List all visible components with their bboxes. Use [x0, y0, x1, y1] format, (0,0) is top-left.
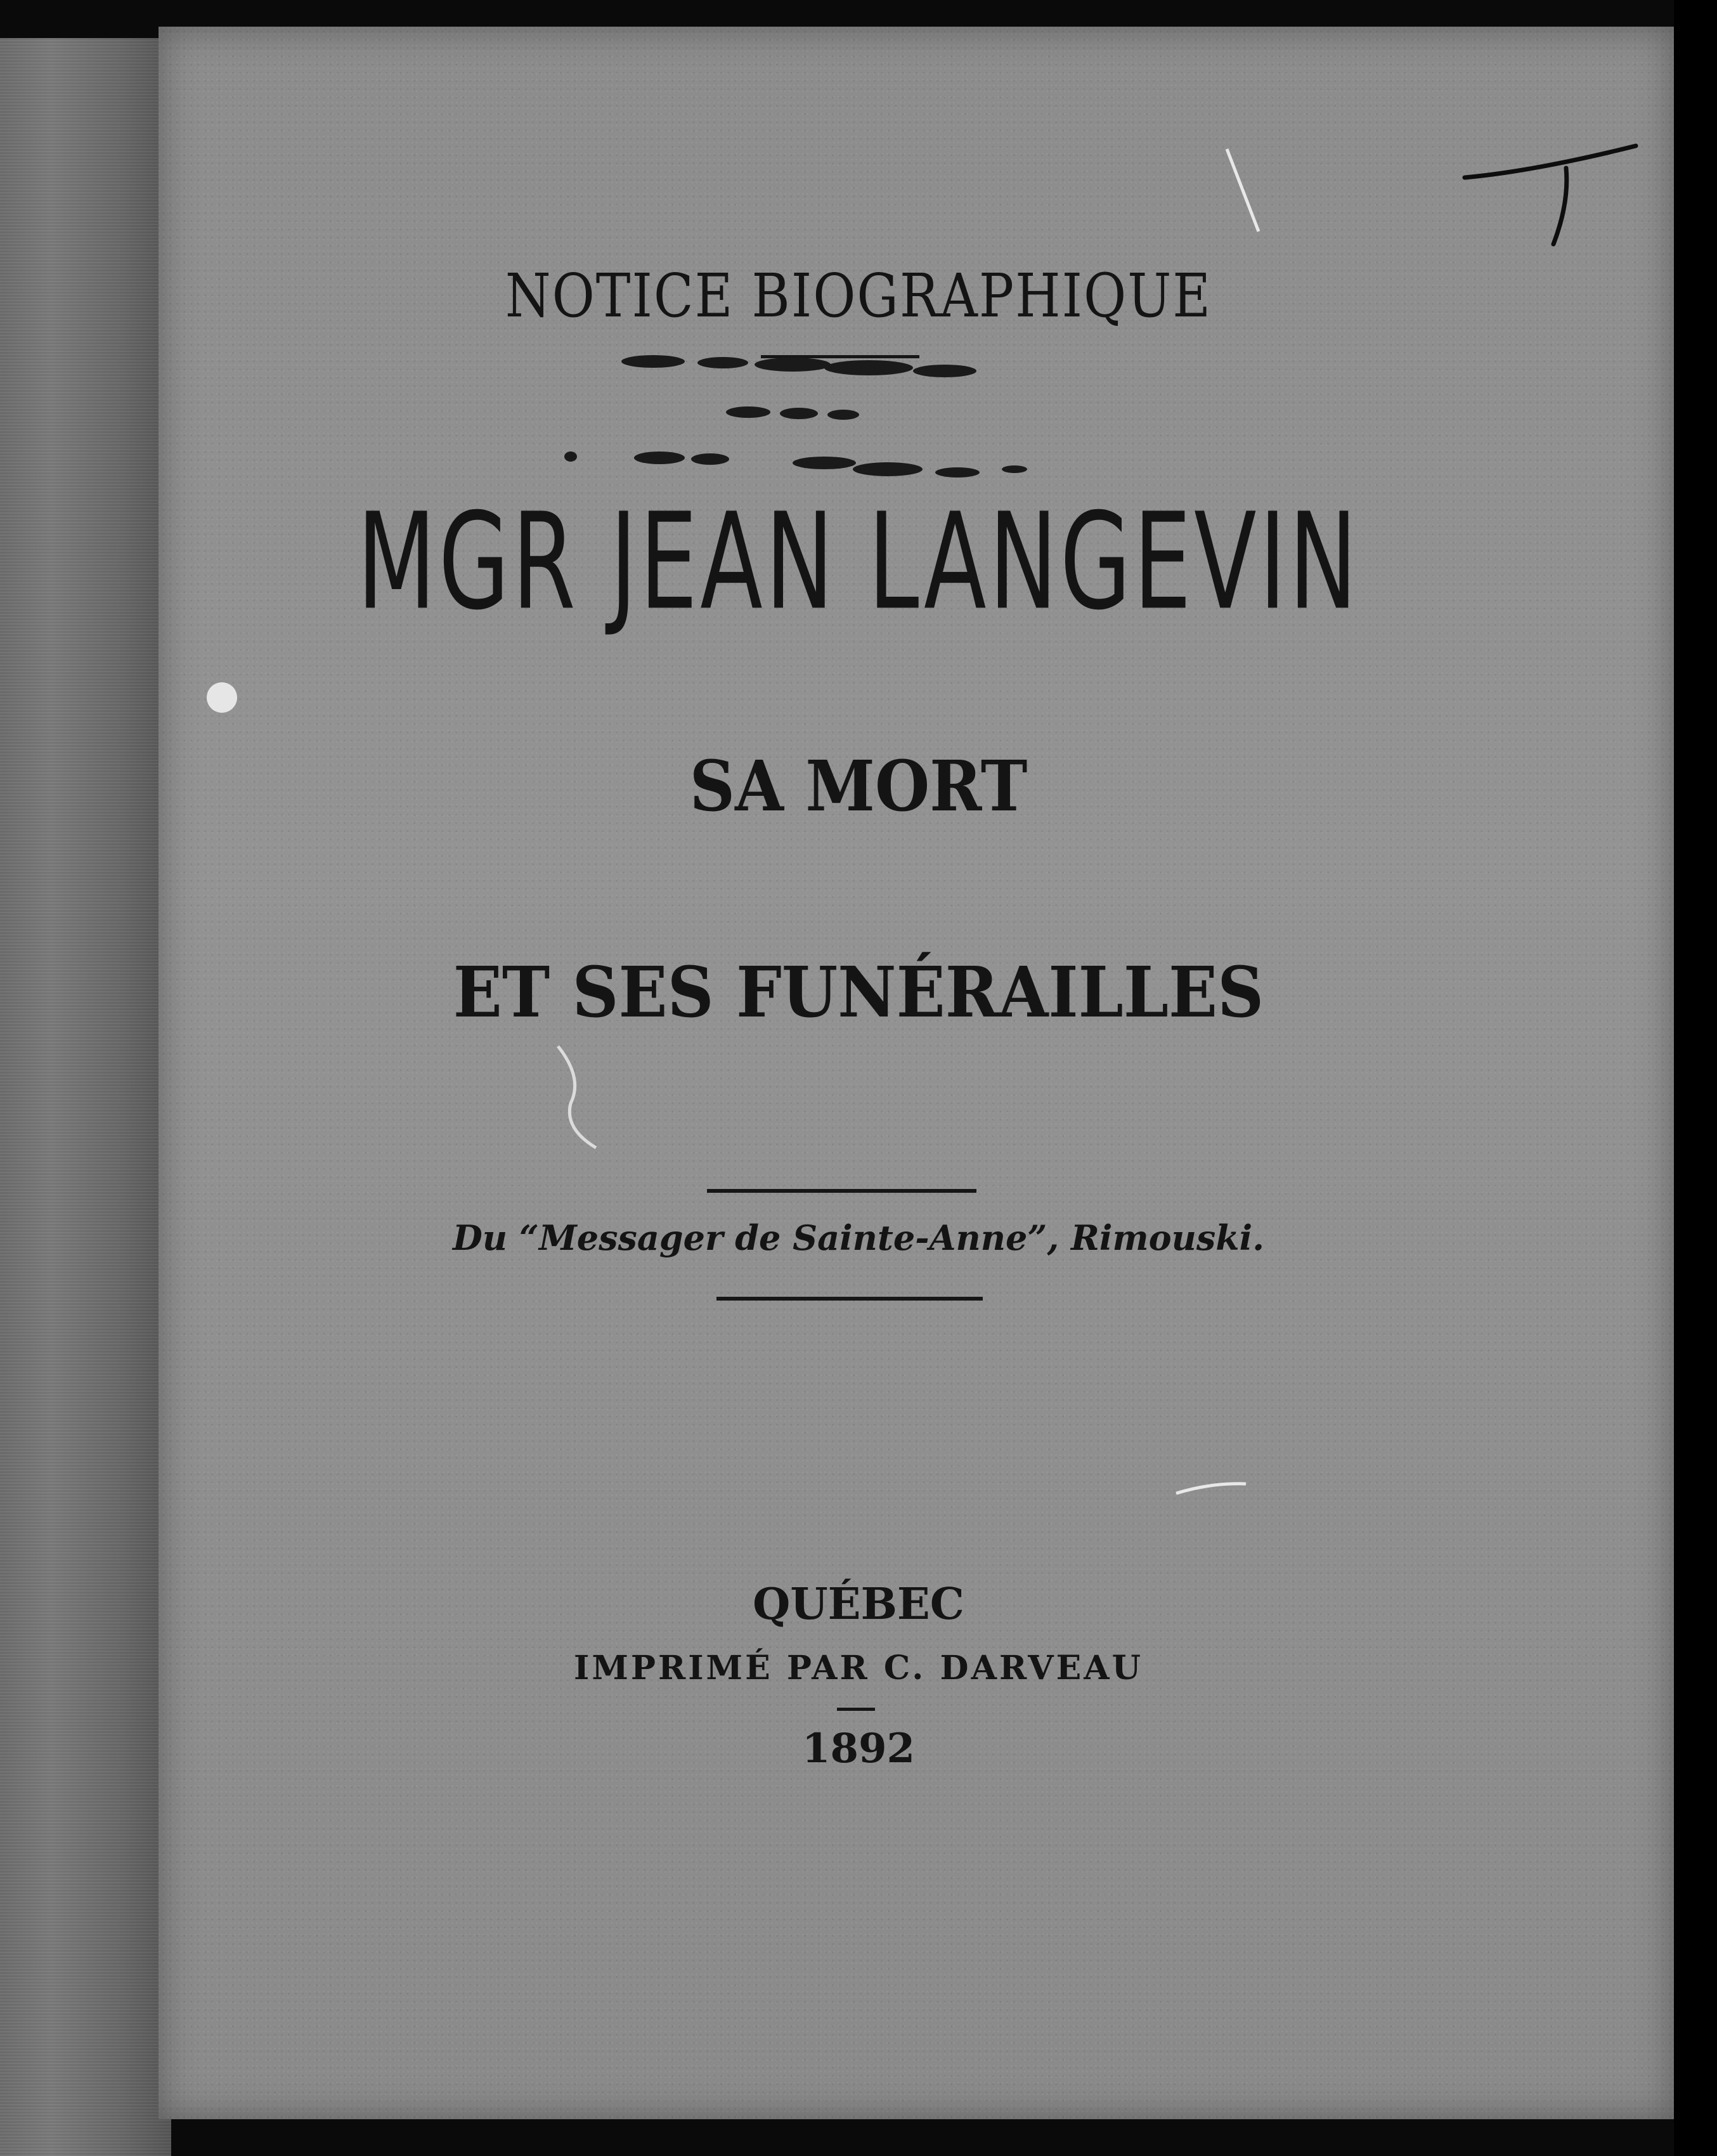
imprint-city: QUÉBEC [753, 1579, 964, 1630]
subtitle-line-2: ET SES FUNÉRAILLES [453, 951, 1264, 1033]
source-rule-bottom [716, 1297, 983, 1301]
imprint-year: 1892 [801, 1725, 916, 1772]
ink-blots [558, 342, 1129, 488]
handwritten-mark [1458, 133, 1649, 260]
binding-edge [0, 38, 171, 2156]
main-title: MGR JEAN LANGEVIN [357, 484, 1360, 640]
scratch-mark [1224, 146, 1262, 235]
scratch-mark [1173, 1477, 1249, 1497]
title-page [159, 27, 1674, 2119]
scratch-mark [545, 1040, 615, 1154]
imprint-printer: IMPRIMÉ PAR C. DARVEAU [574, 1649, 1143, 1687]
imprint-rule [837, 1708, 875, 1711]
source-line: Du “Messager de Sainte-Anne”, Rimouski. [453, 1218, 1264, 1258]
subtitle-line-1: SA MORT [689, 745, 1028, 827]
kicker-heading: NOTICE BIOGRAPHIQUE [505, 261, 1212, 332]
paper-spot [203, 679, 241, 717]
source-rule-top [707, 1189, 976, 1193]
